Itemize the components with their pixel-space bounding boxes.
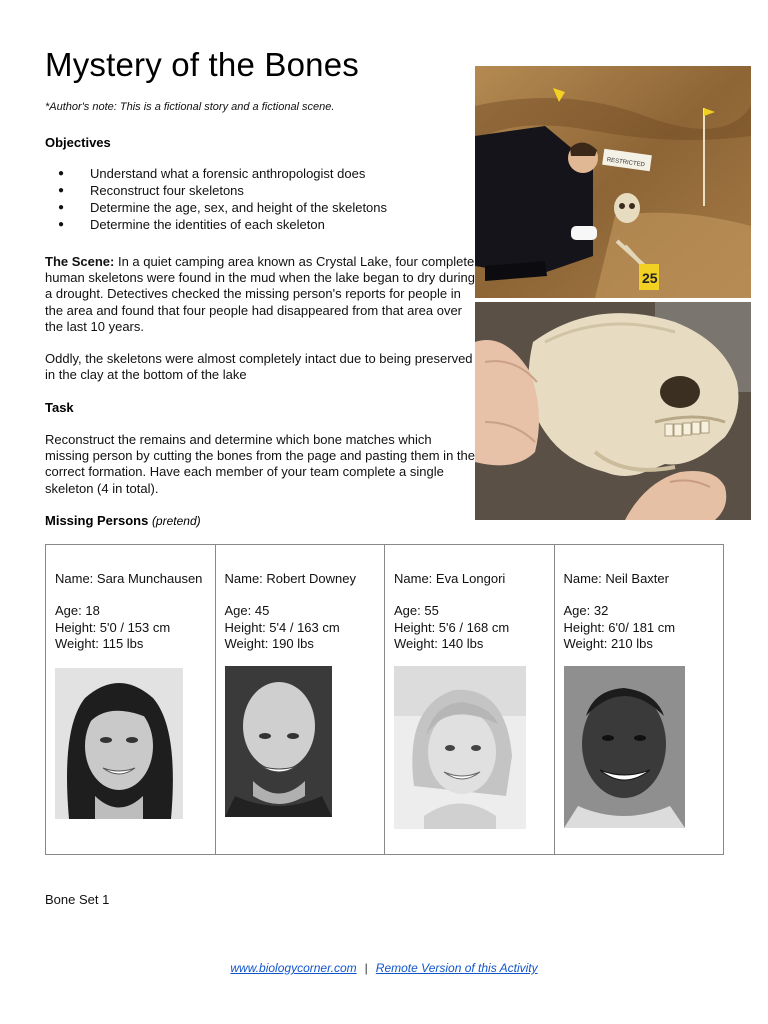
scene-text: In a quiet camping area known as Crystal Lake, four complete human skeletons were found in the mud when the lake began to dry during a drought. Detectives checked the missing person's reports for people in the area and found that four people had disappeared from that area over the last 10 years. [45,254,475,334]
evidence-marker-number: 25 [642,270,658,286]
sign-text: RESTRICTED [606,157,646,169]
scene-label: The Scene: [45,254,115,269]
person-stats [394,603,554,653]
person-age: Age: 55 [394,603,439,618]
biologycorner-link[interactable]: www.biologycorner.com [230,961,357,975]
oddly-paragraph: Oddly, the skeletons were almost completely intact due to being preserved in the clay at the bottom of the lake [45,351,473,383]
person-weight: Weight: 115 lbs [55,636,144,651]
person-name: Name: Neil Baxter [563,571,669,586]
portrait-illustration [225,666,332,817]
person-photo [564,666,685,828]
person-photo [225,666,332,817]
person-age: Age: 32 [563,603,609,618]
page-title: Mystery of the Bones [45,46,359,83]
objective-item: ● Determine the age, sex, and height of the skeletons [58,199,387,216]
person-stats [55,603,215,653]
footer [0,961,768,975]
person-photo [55,668,183,819]
person-weight: Weight: 140 lbs [394,636,484,651]
person-height: Height: 6'0/ 181 cm [563,619,676,635]
person-height: Height: 5'4 / 163 cm [224,619,340,635]
portrait-illustration [394,666,526,829]
skull-illustration [475,302,751,520]
excavation-photo [475,66,751,298]
person-weight: Weight: 190 lbs [224,636,314,651]
person-age: Age: 18 [55,603,100,618]
objective-item: ● Understand what a forensic anthropologist does [58,165,387,182]
person-name: Name: Robert Downey [224,571,356,586]
objectives-list [58,165,387,233]
person-age: Age: 45 [224,603,270,618]
objective-item: ● Reconstruct four skeletons [58,182,387,199]
person-card-robert [216,545,386,854]
scene-paragraph [45,254,475,335]
person-height: Height: 5'0 / 153 cm [55,619,171,635]
objective-item: ● Determine the identities of each skeleton [58,216,387,233]
person-card-sara [46,545,216,854]
missing-persons-table [45,544,724,855]
excavation-illustration [475,66,751,298]
person-card-neil [555,545,724,854]
portrait-illustration [564,666,685,828]
missing-persons-label: Missing Persons [45,513,149,528]
person-name: Name: Eva Longori [394,571,506,586]
person-height: Height: 5'6 / 168 cm [394,619,510,635]
task-heading: Task [45,400,74,415]
portrait-illustration [55,668,183,819]
person-weight: Weight: 210 lbs [563,636,653,651]
task-paragraph: Reconstruct the remains and determine which bone matches which missing person by cutting the bones from the page and pasting them in the correct formation. Have each member of your team complete a single skeleton (4 in total). [45,432,475,496]
remote-version-link[interactable]: Remote Version of this Activity [375,961,538,975]
person-stats [225,603,385,653]
person-card-eva [385,545,555,854]
person-photo [394,666,526,829]
person-stats [564,603,724,653]
footer-separator: | [364,961,368,975]
person-name: Name: Sara Munchausen [55,571,203,586]
authors-note: *Author's note: This is a fictional story and a fictional scene. [45,101,335,113]
skull-photo [475,302,751,520]
missing-persons-heading [45,513,201,528]
pretend-qualifier: (pretend) [151,514,201,528]
objectives-heading: Objectives [45,135,111,150]
bone-set-label: Bone Set 1 [45,892,110,907]
